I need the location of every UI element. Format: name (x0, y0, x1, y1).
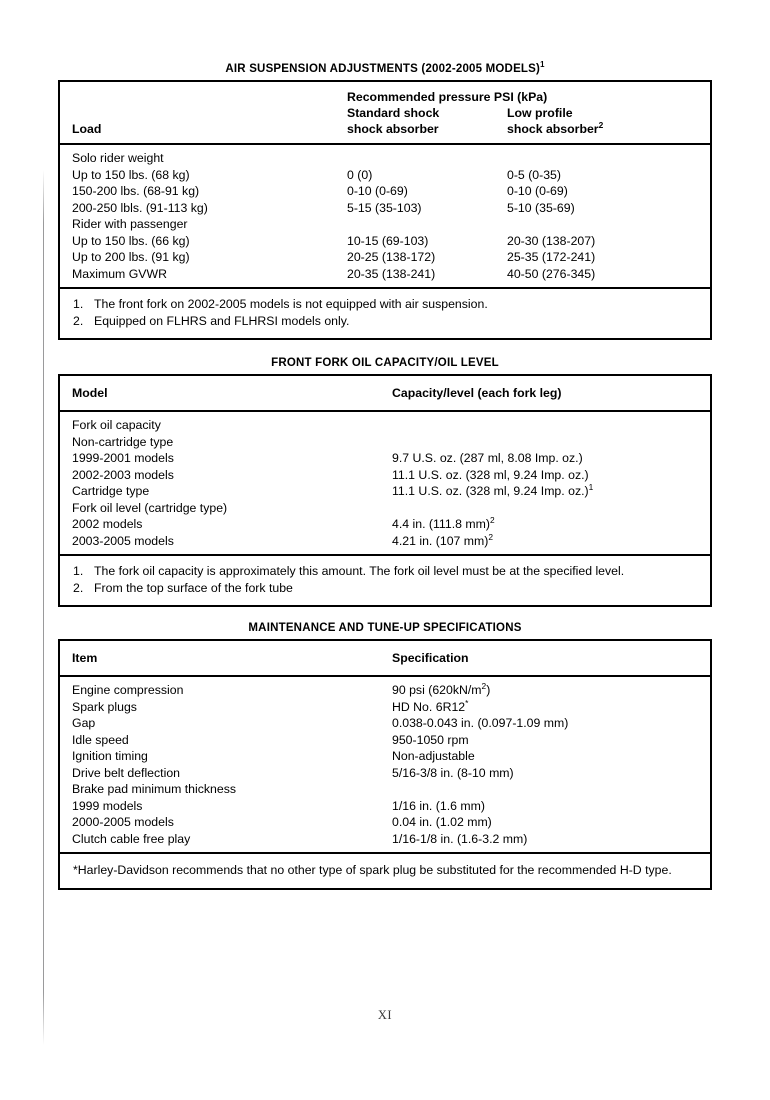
row-value (392, 682, 710, 699)
footnote-star: *Harley-Davidson recommends that no other type of spark plug be substituted for the recommended H-D type. (73, 863, 672, 877)
table-maintenance-specs (58, 639, 712, 890)
row-value-superscript: 2 (488, 531, 494, 542)
front-fork-oil-capacity-section (58, 357, 712, 607)
header-col-model: Model (72, 386, 108, 400)
table-air-suspension (58, 80, 712, 340)
header-col-item: Item (72, 651, 98, 665)
row-value-text: 1/16 in. (1.6 mm) (392, 798, 485, 813)
row-standard-shock: 0-10 (0-69) (347, 184, 408, 198)
table-row (60, 798, 710, 815)
footnote (60, 296, 710, 313)
header-col-capacity-level: Capacity/level (each fork leg) (392, 386, 562, 400)
row-value-superscript: 2 (481, 680, 487, 691)
row-value-text: 950-1050 rpm (392, 732, 469, 747)
table-row (60, 249, 710, 266)
row-value (392, 814, 710, 831)
row-standard-shock (347, 150, 507, 167)
row-value (392, 434, 710, 451)
row-low-profile (507, 150, 710, 167)
table-row (60, 765, 710, 782)
row-item: Ignition timing (72, 749, 148, 763)
row-item: Drive belt deflection (72, 765, 180, 780)
table-row (60, 781, 710, 798)
row-standard-shock (347, 216, 507, 233)
header-col-low-profile-line2-text: shock absorber (507, 122, 599, 136)
footnote-text: From the top surface of the fork tube (94, 581, 293, 595)
row-value (392, 500, 710, 517)
row-standard-shock: 20-25 (138-172) (347, 250, 436, 264)
table-row (60, 732, 710, 749)
row-value-text: 4.21 in. (107 mm) (392, 533, 489, 548)
row-low-profile: 0-5 (0-35) (507, 167, 561, 182)
table-row (60, 233, 710, 250)
table-row (60, 500, 710, 517)
row-value-text: HD No. 6R12 (392, 699, 466, 714)
air-suspension-adjustments-section (58, 60, 712, 340)
row-value-text: 11.1 U.S. oz. (328 ml, 9.24 Imp. oz.) (392, 484, 589, 498)
footnote (60, 313, 710, 330)
header-col-low-profile-line1: Low profile (507, 106, 573, 120)
row-value (392, 732, 710, 749)
row-value-text: 0.038-0.043 in. (0.097-1.09 mm) (392, 716, 569, 730)
table-row (60, 748, 710, 765)
row-standard-shock: 0 (0) (347, 167, 373, 182)
table-title-superscript: 1 (540, 60, 545, 70)
table-row (60, 183, 710, 200)
table-header-air-suspension (60, 82, 710, 145)
row-item: 2003-2005 models (72, 533, 174, 548)
header-col-specification: Specification (392, 651, 469, 665)
footnote (60, 580, 710, 597)
row-value-text: 5/16-3/8 in. (8-10 mm) (392, 765, 514, 780)
row-item: 1999 models (72, 798, 143, 813)
table-title-front-fork: FRONT FORK OIL CAPACITY/OIL LEVEL (271, 357, 499, 369)
row-item: 2002 models (72, 517, 143, 531)
table-front-fork-oil (58, 374, 712, 607)
row-low-profile: 0-10 (0-69) (507, 184, 568, 198)
header-col-standard-shock-line2: shock absorber (347, 122, 439, 136)
row-item: Solo rider weight (72, 151, 164, 165)
footnote-text: Equipped on FLHRS and FLHRSI models only. (94, 314, 350, 328)
table-row (60, 814, 710, 831)
row-item: Non-cartridge type (72, 434, 174, 449)
row-standard-shock: 20-35 (138-241) (347, 266, 436, 281)
table-row (60, 216, 710, 233)
row-value (392, 748, 710, 765)
table-row (60, 167, 710, 184)
header-span-recommended-pressure: Recommended pressure PSI (kPa) (347, 90, 548, 104)
row-standard-shock: 10-15 (69-103) (347, 233, 429, 248)
row-item: 1999-2001 models (72, 451, 174, 465)
row-low-profile: 40-50 (276-345) (507, 266, 596, 281)
row-item: Clutch cable free play (72, 831, 191, 846)
table-row (60, 516, 710, 533)
row-value (392, 417, 710, 434)
row-low-profile: 20-30 (138-207) (507, 233, 596, 248)
footnote-number: 2. (73, 314, 84, 328)
row-item: Up to 150 lbs. (66 kg) (72, 233, 190, 248)
row-value-tail: ) (486, 683, 491, 697)
row-value (392, 699, 710, 716)
row-item: Up to 200 lbs. (91 kg) (72, 250, 190, 264)
row-value (392, 798, 710, 815)
row-low-profile: 5-10 (35-69) (507, 200, 575, 215)
table-row (60, 450, 710, 467)
row-item: Spark plugs (72, 699, 137, 714)
row-value (392, 467, 710, 484)
table-body-front-fork (60, 412, 710, 554)
row-item: Engine compression (72, 683, 184, 697)
row-item: Maximum GVWR (72, 266, 167, 281)
row-value-superscript: 2 (489, 514, 495, 525)
footnote-text: The fork oil capacity is approximately this amount. The fork oil level must be at the specified level. (94, 564, 625, 578)
row-item: Fork oil capacity (72, 418, 161, 432)
footnote (60, 563, 710, 580)
row-value-text: Non-adjustable (392, 749, 475, 763)
row-value (392, 715, 710, 732)
row-item: Cartridge type (72, 484, 150, 498)
header-col-load-blank (60, 105, 347, 121)
row-item: Brake pad minimum thickness (72, 782, 237, 796)
row-value-text: 0.04 in. (1.02 mm) (392, 815, 492, 829)
table-row (60, 699, 710, 716)
row-low-profile (507, 216, 710, 233)
row-item: Idle speed (72, 732, 129, 747)
header-row-line2 (60, 121, 710, 137)
header-row (60, 650, 710, 666)
row-value-text: 4.4 in. (111.8 mm) (392, 517, 490, 531)
maintenance-tune-up-section (58, 622, 712, 890)
header-col-standard-shock-line1: Standard shock (347, 106, 440, 120)
row-value (392, 533, 710, 550)
row-item: 150-200 lbs. (68-91 kg) (72, 184, 200, 198)
table-body-air-suspension (60, 145, 710, 287)
table-row (60, 831, 710, 848)
scan-artifact-line (43, 170, 44, 1045)
row-item: Rider with passenger (72, 217, 188, 231)
table-body-maintenance (60, 677, 710, 852)
row-value (392, 450, 710, 467)
table-row (60, 682, 710, 699)
table-title-maintenance: MAINTENANCE AND TUNE-UP SPECIFICATIONS (248, 622, 522, 634)
row-value-text: 9.7 U.S. oz. (287 ml, 8.08 Imp. oz.) (392, 451, 583, 465)
row-item: 2002-2003 models (72, 467, 174, 482)
row-value-text: 90 psi (620kN/m (392, 683, 482, 697)
table-row (60, 200, 710, 217)
table-row (60, 434, 710, 451)
table-row (60, 467, 710, 484)
table-footnotes-front-fork (60, 554, 710, 605)
footnote-number: 2. (73, 581, 84, 595)
table-row (60, 483, 710, 500)
row-value (392, 831, 710, 848)
header-col-low-profile-line2 (507, 121, 710, 137)
row-value-text: 11.1 U.S. oz. (328 ml, 9.24 Imp. oz.) (392, 467, 589, 482)
table-row (60, 533, 710, 550)
table-footnotes-air-suspension (60, 287, 710, 338)
row-value (392, 765, 710, 782)
table-row (60, 150, 710, 167)
footnote-number: 1. (73, 297, 84, 311)
row-value-superscript: 1 (588, 481, 594, 492)
row-low-profile: 25-35 (172-241) (507, 250, 596, 264)
table-row (60, 266, 710, 283)
row-value (392, 516, 710, 533)
header-row (60, 385, 710, 401)
row-item: Fork oil level (cartridge type) (72, 500, 228, 515)
footnote-text: The front fork on 2002-2005 models is not equipped with air suspension. (94, 297, 488, 311)
table-title-air-suspension-text: AIR SUSPENSION ADJUSTMENTS (2002-2005 MODELS) (225, 63, 541, 75)
table-header-maintenance (60, 641, 710, 677)
row-value-superscript: * (465, 697, 469, 708)
row-item: Up to 150 lbs. (68 kg) (72, 167, 190, 182)
page-number: XI (377, 1008, 393, 1022)
row-value (392, 781, 710, 798)
row-standard-shock: 5-15 (35-103) (347, 200, 422, 215)
header-col-load: Load (72, 122, 102, 136)
table-footnote-maintenance (60, 852, 710, 888)
footnote-number: 1. (73, 564, 84, 578)
row-item: 2000-2005 models (72, 815, 174, 829)
row-item: Gap (72, 716, 96, 730)
table-row (60, 417, 710, 434)
table-title-air-suspension (58, 60, 712, 75)
row-value (392, 483, 710, 500)
table-header-front-fork (60, 376, 710, 412)
header-col-low-profile-superscript: 2 (598, 119, 604, 130)
header-row-line1 (60, 105, 710, 121)
row-value-text: 1/16-1/8 in. (1.6-3.2 mm) (392, 831, 528, 846)
table-row (60, 715, 710, 732)
row-item: 200-250 lbls. (91-113 kg) (72, 200, 208, 215)
